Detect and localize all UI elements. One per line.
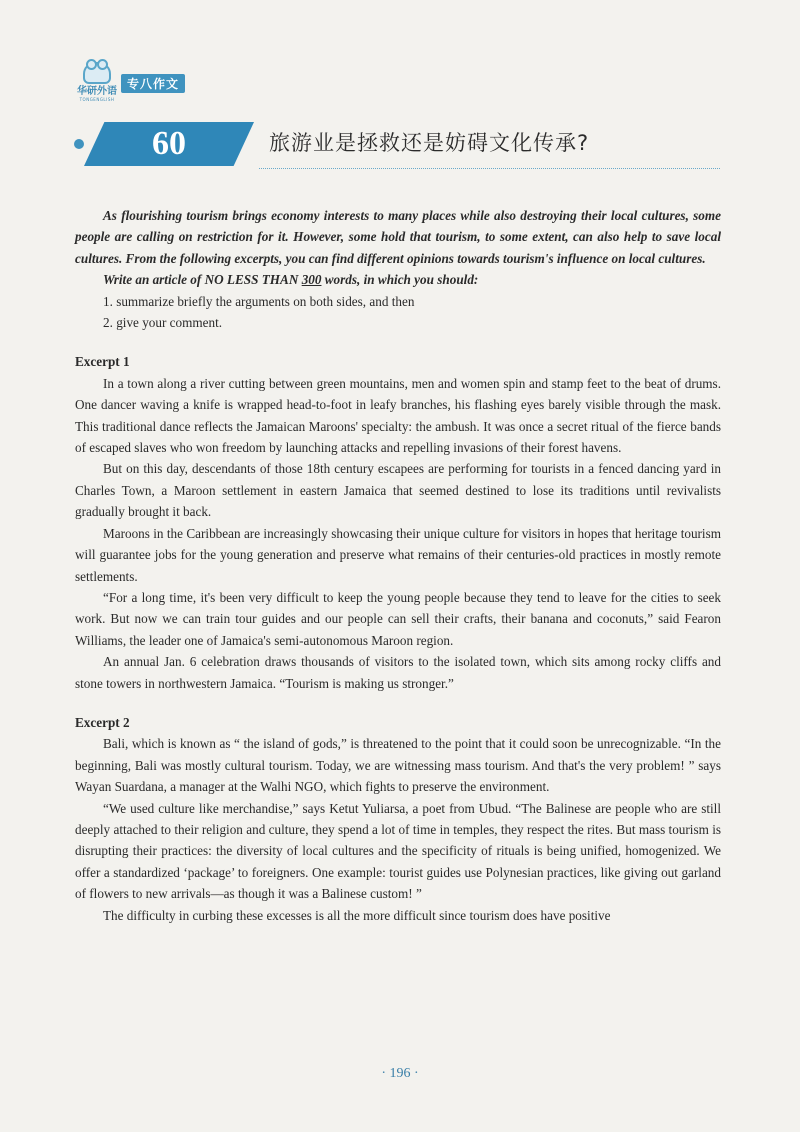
instruction-before: Write an article of NO LESS THAN [103,272,302,288]
instruction-item-2: 2. give your comment. [103,315,223,331]
excerpt-1-paragraph-5: An annual Jan. 6 celebration draws thousands of visitors to the isolated town, which sits among rocky cliffs and stone towers in northwestern Jamaica. “Tourism is making us stronger.” [75,654,721,691]
excerpt-1-heading: Excerpt 1 [75,354,130,370]
instruction-word-count: 300 [301,272,322,288]
title-dot-icon [74,139,84,149]
excerpt-2-paragraph-3: The difficulty in curbing these excesses is all the more difficult since tourism does have positive [103,907,611,923]
excerpt-1-paragraph-4: “For a long time, it's been very difficult to keep the young people because they tend to leave for the cities to seek work. But now we can train tour guides and our people can sell their crafts, their banana and coconuts,” said Fearon Williams, the leader one of Jamaica's semi-autonomous Maroon region. [75,589,721,648]
logo-chinese-text: 华研外语 [77,86,117,97]
page-number: · 196 · [381,1066,419,1081]
publisher-logo [76,62,118,102]
excerpt-1-paragraph-3: Maroons in the Caribbean are increasingly showcasing their unique culture for visitors in hopes that heritage tourism will guarantee jobs for the young generation and preserve what remains of their centuries-old practices in mostly remote settlements. [75,525,721,584]
logo-english-text: TONGENGLISH [79,97,115,102]
excerpt-2-paragraph-1: Bali, which is known as “ the island of gods,” is threatened to the point that it could soon be unrecognizable. “In the beginning, Bali was mostly cultural tourism. Today, we are witnessing mass tourism. And that's the very problem! ” says Wayan Suardana, a manager at the Walhi NGO, which fights to preserve the environment. [75,736,721,795]
excerpt-1-paragraph-1: In a town along a river cutting between green mountains, men and women spin and stamp feet to the beat of drums. One dancer waving a knife is wrapped head-to-foot in leafy branches, his flashing eyes barely visible through the mask. This traditional dance reflects the Jamaican Maroons' specialty: the ambush. It was once a secret ritual of the fierce bands of escaped slaves who won freedom by launching attacks and repelling invasions of their forest havens. [75,375,721,456]
logo-mascot-icon [83,62,111,84]
prompt-instruction [75,269,721,290]
title-number: 60 [152,125,186,162]
prompt-intro: As flourishing tourism brings economy interests to many places while also destroying their local cultures, some people are calling on restriction for it. However, some hold that tourism, to some extent, can also help to save local cultures. From the following excerpts, you can find different opinions towards tourism's influence on local cultures. [75,208,721,266]
instruction-item-1: 1. summarize briefly the arguments on both sides, and then [103,293,415,309]
chapter-title-bar [74,119,720,171]
page-title: 旅游业是拯救还是妨碍文化传承? [269,131,590,155]
title-underline [259,168,720,169]
series-tag: 专八作文 [121,74,185,93]
main-content [75,205,721,926]
excerpt-2-paragraph-2: “We used culture like merchandise,” says Ketut Yuliarsa, a poet from Ubud. “The Balinese are people who are still deeply attached to their religion and culture, they spend a lot of time in temples, they respect the rites. But mass tourism is disrupting their practices: the diversity of local cultures and the specificity of rituals is being unified, homogenized. We offer a standardized ‘package’ to foreigners. One example: tourist guides use Polynesian practices, like giving out garland of flowers to new arrivals—as though it was a Balinese custom! ” [75,800,721,902]
excerpt-2-heading: Excerpt 2 [75,714,130,730]
excerpt-1-paragraph-2: But on this day, descendants of those 18th century escapees are performing for tourists in a fenced dancing yard in Charles Town, a Maroon settlement in eastern Jamaica that seemed destined to lose its traditions until revivalists gradually brought it back. [75,461,721,520]
instruction-after: words, in which you should: [321,272,479,288]
